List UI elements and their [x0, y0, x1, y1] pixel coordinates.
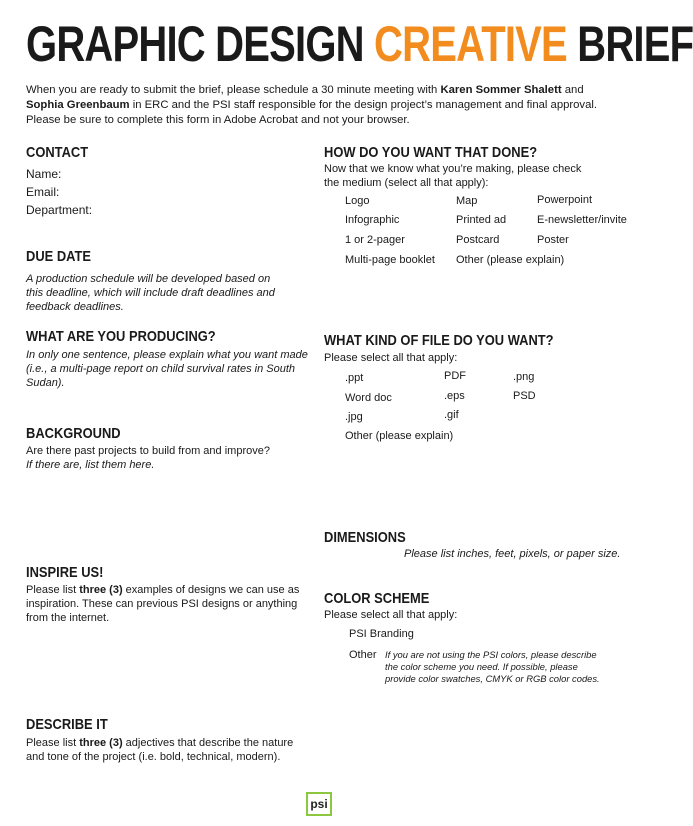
psi-logo-text: psi	[310, 797, 328, 811]
background-text-2: If there are, list them here.	[26, 459, 155, 471]
department-field-label: Department:	[26, 203, 93, 217]
email-field-label: Email:	[26, 185, 60, 199]
due-date-text: A production schedule will be developed based on this deadline, which will include draft deadlines and feedback deadlines.	[26, 273, 275, 313]
describe-text: Please list three (3) adjectives that describe the nature and tone of the project (i.e. bold, technical, modern).	[26, 737, 294, 763]
page-title: GRAPHIC DESIGN CREATIVE BRIEF	[26, 16, 693, 72]
medium-option-logo[interactable]: Logo	[345, 195, 370, 207]
medium-option-booklet[interactable]: Multi-page booklet	[345, 254, 435, 266]
background-input-area[interactable]	[26, 476, 311, 556]
file-option-eps[interactable]: .eps	[444, 390, 465, 402]
inspire-text: Please list three (3) examples of designs we can use as inspiration. These can previous PSI designs or anything from the internet.	[26, 584, 300, 624]
how-text: Now that we know what you’re making, please check the medium (select all that apply):	[324, 163, 582, 189]
medium-option-e-newsletter[interactable]: E-newsletter/invite	[537, 214, 627, 226]
due-date-heading: DUE DATE	[26, 248, 91, 265]
producing-text: In only one sentence, please explain what you want made (i.e., a multi-page report on child survival rates in South Sudan).	[26, 349, 308, 389]
background-heading: BACKGROUND	[26, 425, 121, 442]
background-text: Are there past projects to build from and improve?	[26, 445, 270, 457]
file-option-psd[interactable]: PSD	[513, 390, 536, 402]
file-option-jpg[interactable]: .jpg	[345, 411, 363, 423]
inspire-input-area[interactable]	[26, 626, 311, 706]
color-text: Please select all that apply:	[324, 609, 458, 621]
medium-option-infographic[interactable]: Infographic	[345, 214, 400, 226]
color-option-other[interactable]: Other	[349, 649, 377, 661]
file-option-gif[interactable]: .gif	[444, 409, 459, 421]
file-heading: WHAT KIND OF FILE DO YOU WANT?	[324, 332, 554, 349]
describe-heading: DESCRIBE IT	[26, 716, 108, 733]
dimensions-text: Please list inches, feet, pixels, or paper size.	[404, 548, 621, 560]
medium-option-printed-ad[interactable]: Printed ad	[456, 214, 507, 226]
medium-option-other[interactable]: Other (please explain)	[456, 254, 565, 266]
file-option-ppt[interactable]: .ppt	[345, 372, 364, 384]
inspire-heading: INSPIRE US!	[26, 564, 104, 581]
producing-heading: WHAT ARE YOU PRODUCING?	[26, 328, 216, 345]
dimensions-heading: DIMENSIONS	[324, 529, 406, 546]
how-heading: HOW DO YOU WANT THAT DONE?	[324, 144, 538, 161]
psi-logo	[306, 792, 332, 816]
file-option-png[interactable]: .png	[513, 371, 535, 383]
intro-text: When you are ready to submit the brief, please schedule a 30 minute meeting with Karen Sommer Shalett and Sophia Greenbaum in ERC and the PSI staff responsible for the design project’s management and final approval. Please be sure to complete this form in Adobe Acrobat and not your browser.	[26, 84, 598, 127]
medium-option-postcard[interactable]: Postcard	[456, 234, 500, 246]
color-note: If you are not using the PSI colors, please describe the color scheme you need. If possible, please provide color swatches, CMYK or RGB color codes.	[385, 649, 600, 684]
medium-option-map[interactable]: Map	[456, 195, 478, 207]
color-heading: COLOR SCHEME	[324, 590, 430, 607]
file-option-other[interactable]: Other (please explain)	[345, 430, 454, 442]
file-text: Please select all that apply:	[324, 352, 458, 364]
color-option-psi-branding[interactable]: PSI Branding	[349, 628, 414, 640]
producing-input-area[interactable]	[26, 378, 311, 418]
medium-option-powerpoint[interactable]: Powerpoint	[537, 194, 593, 206]
contact-input-area[interactable]	[110, 166, 300, 218]
medium-option-poster[interactable]: Poster	[537, 234, 569, 246]
medium-option-pager[interactable]: 1 or 2-pager	[345, 234, 405, 246]
contact-heading: CONTACT	[26, 144, 89, 161]
name-field-label: Name:	[26, 167, 62, 181]
file-option-pdf[interactable]: PDF	[444, 370, 466, 382]
file-option-word[interactable]: Word doc	[345, 392, 392, 404]
